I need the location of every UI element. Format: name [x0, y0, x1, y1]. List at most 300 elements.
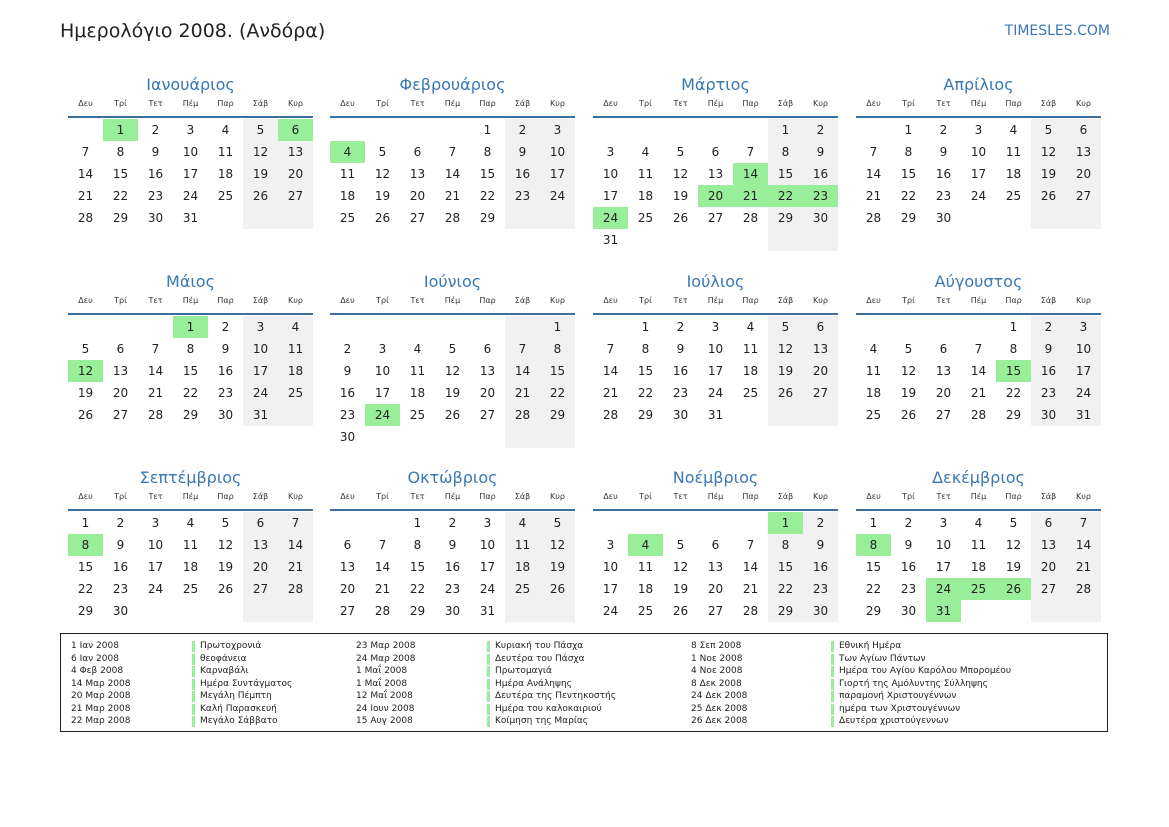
day-cell: 25 [637, 211, 654, 225]
holiday-day-cell: 26 [996, 578, 1031, 600]
day-cell: 10 [602, 560, 619, 574]
day-cell: 27 [112, 408, 129, 422]
weekday-label: Παρ [479, 296, 496, 305]
day-cell: 15 [409, 560, 426, 574]
day-cell: 20 [112, 386, 129, 400]
weekday-label: Κυρ [288, 99, 303, 108]
day-cell: 22 [77, 582, 94, 596]
day-cell: 23 [1031, 382, 1066, 404]
day-cell: 19 [1031, 163, 1066, 185]
header-divider [856, 313, 1101, 315]
day-cell: 30 [217, 408, 234, 422]
day-cell: 26 [77, 408, 94, 422]
legend-date: 12 Μαΐ 2008 [356, 691, 413, 701]
weekday-label: Παρ [1005, 99, 1022, 108]
day-cell: 6 [711, 538, 720, 552]
day-cell: 26 [672, 604, 689, 618]
day-cell: 24 [707, 386, 724, 400]
day-cell: 30 [1031, 404, 1066, 426]
day-cell: 16 [803, 163, 838, 185]
day-cell: 19 [243, 163, 278, 185]
weekday-header [593, 99, 838, 113]
day-cell: 21 [147, 386, 164, 400]
day-cell: 21 [1066, 556, 1101, 578]
weekday-label: Τετ [673, 99, 688, 108]
weekday-label: Παρ [1005, 296, 1022, 305]
day-cell: 26 [540, 578, 575, 600]
weekday-header [330, 296, 575, 310]
weekend-cell [1066, 207, 1101, 229]
holiday-day-cell: 12 [68, 360, 103, 382]
day-grid [68, 512, 313, 652]
legend-holiday-name: Κοίμηση της Μαρίας [487, 716, 588, 727]
day-cell: 16 [339, 386, 356, 400]
day-cell: 1 [81, 516, 90, 530]
holiday-day-cell: 24 [365, 404, 400, 426]
weekday-label: Τρί [639, 492, 652, 501]
weekday-header [593, 492, 838, 506]
day-cell: 18 [409, 386, 426, 400]
day-cell: 2 [803, 119, 838, 141]
day-cell: 6 [1031, 512, 1066, 534]
day-grid [593, 512, 838, 652]
day-cell: 20 [1031, 556, 1066, 578]
weekend-cell [505, 426, 540, 448]
day-cell: 11 [182, 538, 199, 552]
day-cell: 13 [339, 560, 356, 574]
day-cell: 17 [540, 163, 575, 185]
header-divider [593, 116, 838, 118]
day-cell: 31 [707, 408, 724, 422]
day-cell: 28 [444, 211, 461, 225]
day-cell: 22 [900, 189, 917, 203]
day-cell: 10 [479, 538, 496, 552]
day-cell: 29 [768, 207, 803, 229]
weekend-cell [278, 404, 313, 426]
holiday-day-cell: 23 [803, 185, 838, 207]
day-cell: 22 [479, 189, 496, 203]
legend-holiday-name: Ημέρα του καλοκαιριού [487, 704, 602, 715]
holiday-day-cell: 8 [856, 534, 891, 556]
month-name: Οκτώβριος [407, 468, 498, 487]
day-grid [856, 316, 1101, 456]
weekend-cell [278, 600, 313, 622]
day-cell: 15 [182, 364, 199, 378]
legend-date: 20 Μαρ 2008 [71, 691, 131, 701]
day-cell: 21 [602, 386, 619, 400]
day-cell: 23 [900, 582, 917, 596]
legend-date: 1 Νοε 2008 [691, 653, 743, 664]
day-cell: 26 [1031, 185, 1066, 207]
day-cell: 22 [865, 582, 882, 596]
day-cell: 7 [505, 338, 540, 360]
weekday-label: Τετ [936, 492, 951, 501]
day-cell: 9 [904, 538, 913, 552]
day-cell: 16 [444, 560, 461, 574]
day-cell: 29 [637, 408, 654, 422]
day-cell: 27 [1066, 185, 1101, 207]
weekday-label: Σάβ [1040, 492, 1057, 501]
day-cell: 14 [970, 364, 987, 378]
day-cell: 13 [707, 560, 724, 574]
day-cell: 3 [151, 516, 160, 530]
day-cell: 7 [746, 145, 755, 159]
day-cell: 7 [151, 342, 160, 356]
day-cell: 3 [711, 320, 720, 334]
legend-date: 8 Σεπ 2008 [691, 641, 742, 651]
weekday-header [856, 492, 1101, 506]
day-cell: 5 [378, 145, 387, 159]
weekday-label: Δευ [78, 296, 93, 305]
day-cell: 30 [803, 207, 838, 229]
day-cell: 14 [147, 364, 164, 378]
day-cell: 2 [803, 512, 838, 534]
legend-holiday-name: Εθνική Ημέρα [831, 641, 901, 652]
legend-date: 1 Μαΐ 2008 [356, 678, 408, 689]
weekday-header [68, 99, 313, 113]
day-cell: 17 [182, 167, 199, 181]
weekend-cell [1031, 207, 1066, 229]
day-cell: 9 [151, 145, 160, 159]
weekday-label: Πέμ [444, 492, 461, 501]
day-cell: 12 [1005, 538, 1022, 552]
weekday-label: Παρ [742, 492, 759, 501]
weekday-label: Τρί [902, 296, 915, 305]
day-cell: 16 [147, 167, 164, 181]
day-cell: 9 [221, 342, 230, 356]
day-cell: 2 [116, 516, 125, 530]
weekday-label: Κυρ [550, 99, 565, 108]
day-cell: 24 [1066, 382, 1101, 404]
day-cell: 8 [413, 538, 422, 552]
day-cell: 2 [939, 123, 948, 137]
day-grid [330, 119, 575, 259]
weekday-label: Πέμ [970, 296, 987, 305]
day-cell: 5 [676, 538, 685, 552]
day-cell: 6 [939, 342, 948, 356]
day-cell: 5 [768, 316, 803, 338]
day-cell: 14 [602, 364, 619, 378]
day-cell: 6 [711, 145, 720, 159]
legend-holiday-name: Των Αγίων Πάντων [831, 654, 926, 665]
header-divider [68, 509, 313, 511]
day-cell: 4 [1009, 123, 1018, 137]
day-cell: 17 [243, 360, 278, 382]
day-cell: 28 [602, 408, 619, 422]
day-cell: 5 [221, 516, 230, 530]
day-cell: 7 [448, 145, 457, 159]
day-cell: 8 [904, 145, 913, 159]
day-cell: 25 [182, 582, 199, 596]
legend-date: 6 Ιαν 2008 [71, 653, 119, 664]
day-cell: 5 [1031, 119, 1066, 141]
day-cell: 25 [278, 382, 313, 404]
weekday-label: Δευ [603, 99, 618, 108]
weekday-label: Πέμ [182, 492, 199, 501]
day-cell: 1 [540, 316, 575, 338]
header-divider [68, 116, 313, 118]
day-cell: 7 [1066, 512, 1101, 534]
weekday-label: Παρ [479, 99, 496, 108]
site-link[interactable]: TIMESLES.COM [1004, 23, 1110, 39]
day-cell: 12 [900, 364, 917, 378]
weekday-label: Τετ [673, 296, 688, 305]
day-cell: 2 [505, 119, 540, 141]
weekday-label: Σάβ [514, 99, 531, 108]
day-cell: 10 [935, 538, 952, 552]
weekday-label: Κυρ [1076, 99, 1091, 108]
day-cell: 19 [444, 386, 461, 400]
legend-date: 26 Δεκ 2008 [691, 716, 748, 726]
day-cell: 30 [672, 408, 689, 422]
day-cell: 4 [746, 320, 755, 334]
day-cell: 20 [409, 189, 426, 203]
day-cell: 14 [1066, 534, 1101, 556]
day-cell: 3 [540, 119, 575, 141]
day-cell: 4 [869, 342, 878, 356]
day-cell: 17 [602, 582, 619, 596]
day-cell: 31 [602, 233, 619, 247]
day-cell: 7 [378, 538, 387, 552]
day-cell: 29 [540, 404, 575, 426]
day-cell: 28 [865, 211, 882, 225]
day-cell: 9 [803, 141, 838, 163]
day-cell: 21 [444, 189, 461, 203]
weekday-label: Κυρ [550, 492, 565, 501]
legend-date: 1 Μαΐ 2008 [356, 666, 408, 676]
month-name: Ιούνιος [423, 272, 482, 291]
day-cell: 19 [768, 360, 803, 382]
day-cell: 27 [409, 211, 426, 225]
day-cell: 3 [243, 316, 278, 338]
weekday-label: Τρί [902, 492, 915, 501]
weekend-cell [540, 207, 575, 229]
weekday-label: Παρ [217, 492, 234, 501]
day-cell: 20 [339, 582, 356, 596]
day-cell: 29 [112, 211, 129, 225]
weekday-label: Δευ [866, 99, 881, 108]
day-cell: 8 [768, 534, 803, 556]
day-cell: 21 [505, 382, 540, 404]
day-cell: 1 [641, 320, 650, 334]
weekday-label: Πέμ [707, 296, 724, 305]
holiday-day-cell: 21 [733, 185, 768, 207]
day-cell: 18 [217, 167, 234, 181]
holiday-day-cell: 1 [768, 512, 803, 534]
day-cell: 13 [707, 167, 724, 181]
day-cell: 16 [217, 364, 234, 378]
day-cell: 23 [803, 578, 838, 600]
day-cell: 25 [409, 408, 426, 422]
weekday-label: Τετ [148, 296, 163, 305]
day-cell: 1 [869, 516, 878, 530]
weekday-label: Κυρ [288, 296, 303, 305]
weekday-label: Τετ [148, 492, 163, 501]
day-cell: 2 [343, 342, 352, 356]
day-cell: 9 [448, 538, 457, 552]
day-cell: 26 [444, 408, 461, 422]
month-name: Ιανουάριος [146, 75, 235, 94]
weekend-cell [768, 229, 803, 251]
day-cell: 7 [869, 145, 878, 159]
day-cell: 15 [768, 556, 803, 578]
weekday-label: Σάβ [252, 296, 269, 305]
day-grid [593, 316, 838, 456]
holiday-day-cell: 22 [768, 185, 803, 207]
day-cell: 23 [339, 408, 356, 422]
day-cell: 22 [112, 189, 129, 203]
day-cell: 13 [243, 534, 278, 556]
day-cell: 17 [1066, 360, 1101, 382]
day-cell: 23 [672, 386, 689, 400]
day-cell: 11 [865, 364, 882, 378]
day-cell: 26 [900, 408, 917, 422]
day-cell: 5 [448, 342, 457, 356]
day-cell: 29 [77, 604, 94, 618]
day-cell: 22 [409, 582, 426, 596]
day-cell: 6 [483, 342, 492, 356]
day-cell: 29 [768, 600, 803, 622]
day-cell: 30 [339, 430, 356, 444]
day-cell: 26 [374, 211, 391, 225]
day-cell: 4 [186, 516, 195, 530]
day-cell: 25 [637, 604, 654, 618]
weekday-header [330, 492, 575, 506]
day-cell: 13 [803, 338, 838, 360]
weekday-label: Πέμ [970, 99, 987, 108]
holiday-day-cell: 8 [68, 534, 103, 556]
weekday-label: Δευ [340, 492, 355, 501]
page-title: Ημερολόγιο 2008. (Ανδόρα) [60, 20, 326, 42]
weekday-header [856, 296, 1101, 310]
weekday-label: Παρ [742, 296, 759, 305]
day-cell: 25 [742, 386, 759, 400]
day-cell: 31 [182, 211, 199, 225]
holiday-day-cell: 1 [173, 316, 208, 338]
holiday-day-cell: 31 [926, 600, 961, 622]
day-cell: 27 [707, 211, 724, 225]
day-cell: 16 [672, 364, 689, 378]
day-cell: 13 [1031, 534, 1066, 556]
day-cell: 27 [803, 382, 838, 404]
day-cell: 17 [970, 167, 987, 181]
day-cell: 2 [448, 516, 457, 530]
day-cell: 22 [768, 578, 803, 600]
legend-holiday-name: Δευτέρα της Πεντηκοστής [487, 691, 616, 702]
header-divider [330, 313, 575, 315]
header-divider [330, 509, 575, 511]
day-cell: 17 [935, 560, 952, 574]
legend-holiday-name: Ημέρα Ανάληψης [487, 679, 572, 690]
holiday-day-cell: 24 [593, 207, 628, 229]
legend-date: 14 Μαρ 2008 [71, 678, 131, 689]
legend-date: 25 Δεκ 2008 [691, 703, 748, 714]
day-cell: 18 [339, 189, 356, 203]
day-cell: 20 [803, 360, 838, 382]
day-cell: 23 [112, 582, 129, 596]
day-cell: 15 [112, 167, 129, 181]
day-cell: 11 [742, 342, 759, 356]
day-cell: 14 [77, 167, 94, 181]
day-cell: 9 [343, 364, 352, 378]
weekend-cell [1066, 600, 1101, 622]
day-cell: 21 [374, 582, 391, 596]
weekday-label: Κυρ [813, 296, 828, 305]
day-cell: 29 [409, 604, 426, 618]
weekday-label: Κυρ [813, 99, 828, 108]
day-cell: 7 [278, 512, 313, 534]
day-cell: 9 [939, 145, 948, 159]
day-cell: 10 [602, 167, 619, 181]
weekday-header [68, 296, 313, 310]
weekday-label: Πέμ [707, 492, 724, 501]
weekday-label: Δευ [603, 296, 618, 305]
holiday-day-cell: 1 [103, 119, 138, 141]
day-cell: 6 [116, 342, 125, 356]
day-cell: 17 [479, 560, 496, 574]
legend-date: 4 Φεβ 2008 [71, 666, 124, 676]
weekday-header [856, 99, 1101, 113]
weekday-label: Σάβ [252, 492, 269, 501]
day-cell: 19 [540, 556, 575, 578]
weekday-label: Σάβ [252, 99, 269, 108]
day-cell: 10 [374, 364, 391, 378]
legend-holiday-name: Γιορτή της Αμόλυντης Σύλληψης [831, 679, 988, 690]
day-cell: 14 [444, 167, 461, 181]
day-cell: 19 [217, 560, 234, 574]
day-cell: 20 [243, 556, 278, 578]
day-cell: 21 [970, 386, 987, 400]
month-name: Δεκέμβριος [932, 468, 1025, 487]
day-cell: 14 [505, 360, 540, 382]
weekday-label: Παρ [1005, 492, 1022, 501]
day-cell: 17 [707, 364, 724, 378]
weekday-label: Τετ [936, 296, 951, 305]
day-cell: 28 [374, 604, 391, 618]
day-cell: 4 [278, 316, 313, 338]
weekday-label: Τετ [936, 99, 951, 108]
header-divider [856, 509, 1101, 511]
day-cell: 20 [278, 163, 313, 185]
weekday-label: Πέμ [182, 99, 199, 108]
holiday-day-cell: 24 [926, 578, 961, 600]
day-cell: 8 [540, 338, 575, 360]
day-cell: 29 [479, 211, 496, 225]
day-cell: 27 [707, 604, 724, 618]
day-cell: 30 [935, 211, 952, 225]
day-cell: 27 [1031, 578, 1066, 600]
day-cell: 22 [182, 386, 199, 400]
weekday-label: Παρ [217, 99, 234, 108]
day-cell: 13 [409, 167, 426, 181]
day-cell: 15 [768, 163, 803, 185]
day-cell: 8 [483, 145, 492, 159]
legend-holiday-name: Καλή Παρασκευή [192, 704, 277, 715]
day-cell: 27 [479, 408, 496, 422]
weekend-cell [243, 207, 278, 229]
day-cell: 10 [540, 141, 575, 163]
day-cell: 12 [672, 560, 689, 574]
day-cell: 3 [1066, 316, 1101, 338]
day-cell: 24 [970, 189, 987, 203]
day-cell: 25 [505, 578, 540, 600]
day-cell: 11 [339, 167, 356, 181]
day-cell: 6 [1066, 119, 1101, 141]
day-cell: 2 [676, 320, 685, 334]
day-cell: 18 [742, 364, 759, 378]
legend-date: 24 Μαρ 2008 [356, 653, 416, 664]
weekday-label: Δευ [78, 99, 93, 108]
